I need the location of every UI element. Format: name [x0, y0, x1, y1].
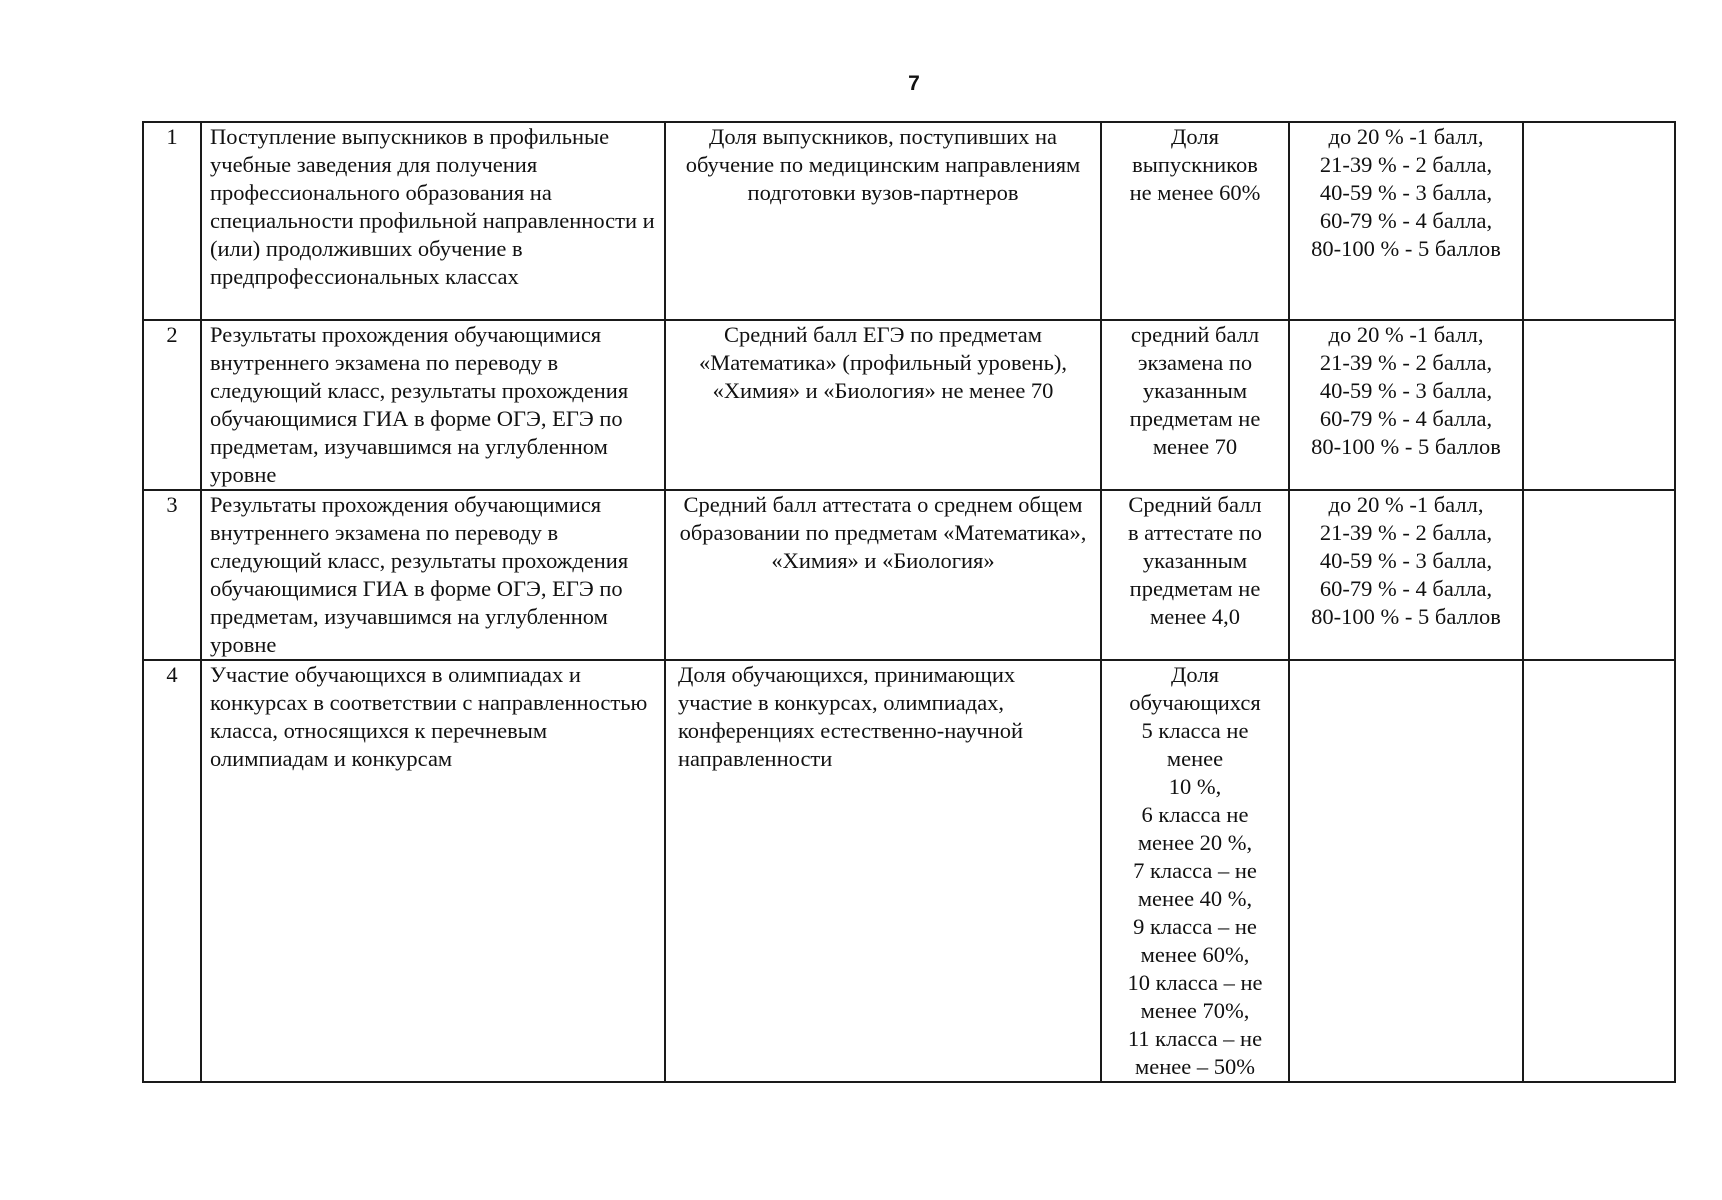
cell-line: 80-100 % - 5 баллов — [1311, 434, 1501, 459]
row-number: 3 — [143, 490, 201, 660]
cell-line: Доля — [1171, 662, 1219, 687]
cell-line: указанным — [1142, 548, 1248, 573]
cell-line: 40-59 % - 3 балла, — [1319, 180, 1493, 205]
cell-line: менее 60%, — [1140, 942, 1250, 967]
empty-cell — [1523, 122, 1675, 320]
cell-line: 40-59 % - 3 балла, — [1319, 378, 1493, 403]
description-cell: Доля обучающихся, принимающих участие в конкурсах, олимпиадах, конференциях естественно-научной направленности — [665, 660, 1101, 1082]
cell-line: 21-39 % - 2 балла, — [1319, 152, 1493, 177]
cell-line: не менее 60% — [1129, 180, 1261, 205]
cell-line: 21-39 % - 2 балла, — [1319, 350, 1493, 375]
cell-line: выпускников — [1132, 152, 1258, 177]
cell-line: 80-100 % - 5 баллов — [1311, 604, 1501, 629]
cell-line: менее 20 %, — [1137, 830, 1253, 855]
criteria-table — [142, 121, 1676, 1083]
empty-cell — [1523, 320, 1675, 490]
table-row — [143, 320, 1675, 490]
table-row — [143, 660, 1675, 1082]
norm-cell — [1101, 490, 1289, 660]
cell-line: в аттестате по — [1127, 520, 1263, 545]
description-cell: Средний балл аттестата о среднем общем образовании по предметам «Математика», «Химия» и «Биология» — [665, 490, 1101, 660]
cell-line: Доля — [1171, 124, 1219, 149]
norm-cell — [1101, 122, 1289, 320]
cell-line: 7 класса – не — [1133, 858, 1257, 883]
cell-line: Средний балл — [1128, 492, 1262, 517]
page-number: 7 — [908, 72, 920, 95]
cell-line: 11 класса – не — [1127, 1026, 1263, 1051]
score-cell — [1289, 320, 1523, 490]
cell-line: менее 4,0 — [1150, 604, 1240, 629]
cell-line: до 20 % -1 балл, — [1328, 492, 1484, 517]
cell-line: средний балл — [1130, 322, 1260, 347]
norm-cell — [1101, 320, 1289, 490]
cell-line: менее – 50% — [1135, 1054, 1255, 1079]
cell-line: 6 класса не — [1141, 802, 1249, 827]
norm-cell — [1101, 660, 1289, 1082]
description-cell: Доля выпускников, поступивших на обучение по медицинским направлениям подготовки вузов-партнеров — [665, 122, 1101, 320]
score-cell — [1289, 122, 1523, 320]
cell-line: предметам не — [1129, 406, 1261, 431]
cell-line: 5 класса не — [1141, 718, 1249, 743]
cell-line: менее 40 %, — [1137, 886, 1253, 911]
row-number: 1 — [143, 122, 201, 320]
description-cell: Средний балл ЕГЭ по предметам «Математика» (профильный уровень), «Химия» и «Биология» не менее 70 — [665, 320, 1101, 490]
cell-line: предметам не — [1129, 576, 1261, 601]
indicator-cell: Участие обучающихся в олимпиадах и конкурсах в соответствии с направленностью класса, относящихся к перечневым олимпиадам и конкурсам — [201, 660, 665, 1082]
cell-line: 21-39 % - 2 балла, — [1319, 520, 1493, 545]
cell-line: 60-79 % - 4 балла, — [1319, 406, 1493, 431]
cell-line: менее 70 — [1152, 434, 1238, 459]
cell-line: экзамена по — [1137, 350, 1253, 375]
cell-line: до 20 % -1 балл, — [1328, 322, 1484, 347]
cell-line: 60-79 % - 4 балла, — [1319, 576, 1493, 601]
score-cell — [1289, 660, 1523, 1082]
cell-line: 80-100 % - 5 баллов — [1311, 236, 1501, 261]
cell-line: до 20 % -1 балл, — [1328, 124, 1484, 149]
table-row — [143, 490, 1675, 660]
cell-line: менее — [1166, 746, 1224, 771]
indicator-cell: Результаты прохождения обучающимися внутреннего экзамена по переводу в следующий класс, результаты прохождения обучающимися ГИА в форме ОГЭ, ЕГЭ по предметам, изучавшимся на углубленном уровне — [201, 490, 665, 660]
cell-line: указанным — [1142, 378, 1248, 403]
cell-line: менее 70%, — [1140, 998, 1250, 1023]
empty-cell — [1523, 660, 1675, 1082]
score-cell — [1289, 490, 1523, 660]
indicator-cell: Поступление выпускников в профильные учебные заведения для получения профессионального образования на специальности профильной направленности и (или) продолживших обучение в предпрофессиональных классах — [201, 122, 665, 320]
cell-line: 60-79 % - 4 балла, — [1319, 208, 1493, 233]
indicator-cell: Результаты прохождения обучающимися внутреннего экзамена по переводу в следующий класс, результаты прохождения обучающимися ГИА в форме ОГЭ, ЕГЭ по предметам, изучавшимся на углубленном уровне — [201, 320, 665, 490]
empty-cell — [1523, 490, 1675, 660]
cell-line: 10 класса – не — [1127, 970, 1263, 995]
row-number: 2 — [143, 320, 201, 490]
table-row — [143, 122, 1675, 320]
cell-line: 9 класса – не — [1133, 914, 1257, 939]
cell-line: 10 %, — [1168, 774, 1222, 799]
cell-line: обучающихся — [1129, 690, 1261, 715]
cell-line: 40-59 % - 3 балла, — [1319, 548, 1493, 573]
row-number: 4 — [143, 660, 201, 1082]
